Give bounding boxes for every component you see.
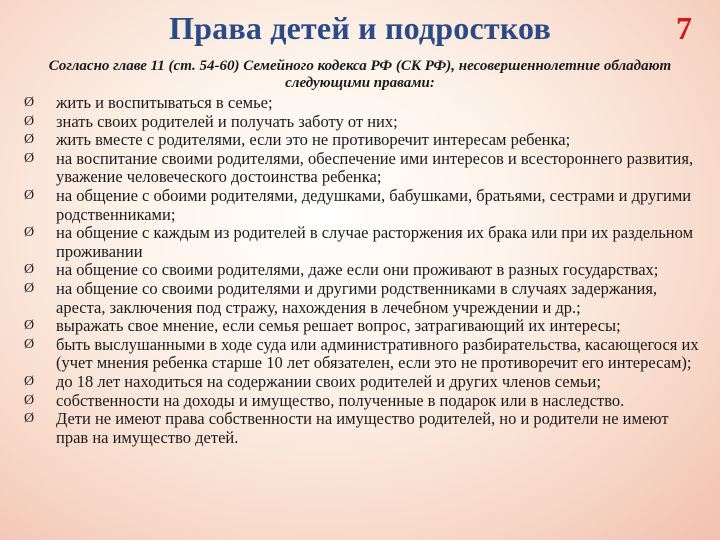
list-item [22,187,702,224]
arrow-bullet-icon: Ø [24,318,35,334]
list-item-text: на общение с обоими родителями, дедушками, бабушками, братьями, сестрами и другими родственниками; [56,185,692,224]
list-item-text: на общение с каждым из родителей в случае расторжения их брака или при их раздельном проживании [56,223,694,261]
arrow-bullet-icon: Ø [24,150,35,166]
list-item-text: на общение со своими родителями и другими родственниками в случаях задержания, ареста, заключения под стражу, нахождения в лечебном учреждении и др.; [56,278,658,317]
list-item-text: на воспитание своими родителями, обеспечение ими интересов и всестороннего развития, уважение человеческого достоинства ребенка; [56,148,694,187]
list-item [22,94,702,113]
list-item [22,280,702,317]
arrow-bullet-icon: Ø [24,373,35,389]
arrow-bullet-icon: Ø [24,392,35,408]
arrow-bullet-icon: Ø [24,411,35,427]
list-item-text: знать своих родителей и получать заботу от них; [56,111,398,131]
list-item [22,336,702,373]
list-item [22,131,702,150]
list-item [22,392,702,411]
rights-list [22,94,702,447]
list-item-text: собственности на доходы и имущество, полученные в подарок или в наследство. [56,390,625,410]
arrow-bullet-icon: Ø [24,95,35,110]
list-item [22,373,702,392]
intro-text: Согласно главе 11 (ст. 54-60) Семейного кодекса РФ (СК РФ), несовершеннолетние обладают следующими правами: [48,58,672,91]
list-item-text: до 18 лет находиться на содержании своих родителей и других членов семьи; [56,371,601,391]
list-item [22,410,702,447]
arrow-bullet-icon: Ø [24,225,35,241]
slide-number: 7 [676,10,692,46]
list-item [22,113,702,132]
slide-title: Права детей и подростков [169,10,551,46]
list-item [22,261,702,280]
arrow-bullet-icon: Ø [24,132,35,148]
arrow-bullet-icon: Ø [24,336,35,352]
list-item-text: быть выслушанными в ходе суда или административного разбирательства, касающегося их (учет мнения ребенка старше 10 лет обязателен, если это не противоречит его интересам); [56,334,699,373]
list-item-text: жить вместе с родителями, если это не противоречит интересам ребенка; [56,130,571,150]
arrow-bullet-icon: Ø [24,187,35,203]
list-item-text: Дети не имеют права собственности на имущество родителей, но и родители не имеют прав на имущество детей. [56,409,669,447]
arrow-bullet-icon: Ø [24,280,35,296]
list-item [22,150,702,187]
list-item [22,224,702,261]
arrow-bullet-icon: Ø [24,262,35,278]
list-item [22,317,702,336]
list-item-text: на общение со своими родителями, даже если они проживают в разных государствах; [56,260,659,280]
list-item-text: выражать свое мнение, если семья решает вопрос, затрагивающий их интересы; [56,316,621,336]
list-item-text: жить и воспитываться в семье; [56,93,273,112]
arrow-bullet-icon: Ø [24,113,35,129]
